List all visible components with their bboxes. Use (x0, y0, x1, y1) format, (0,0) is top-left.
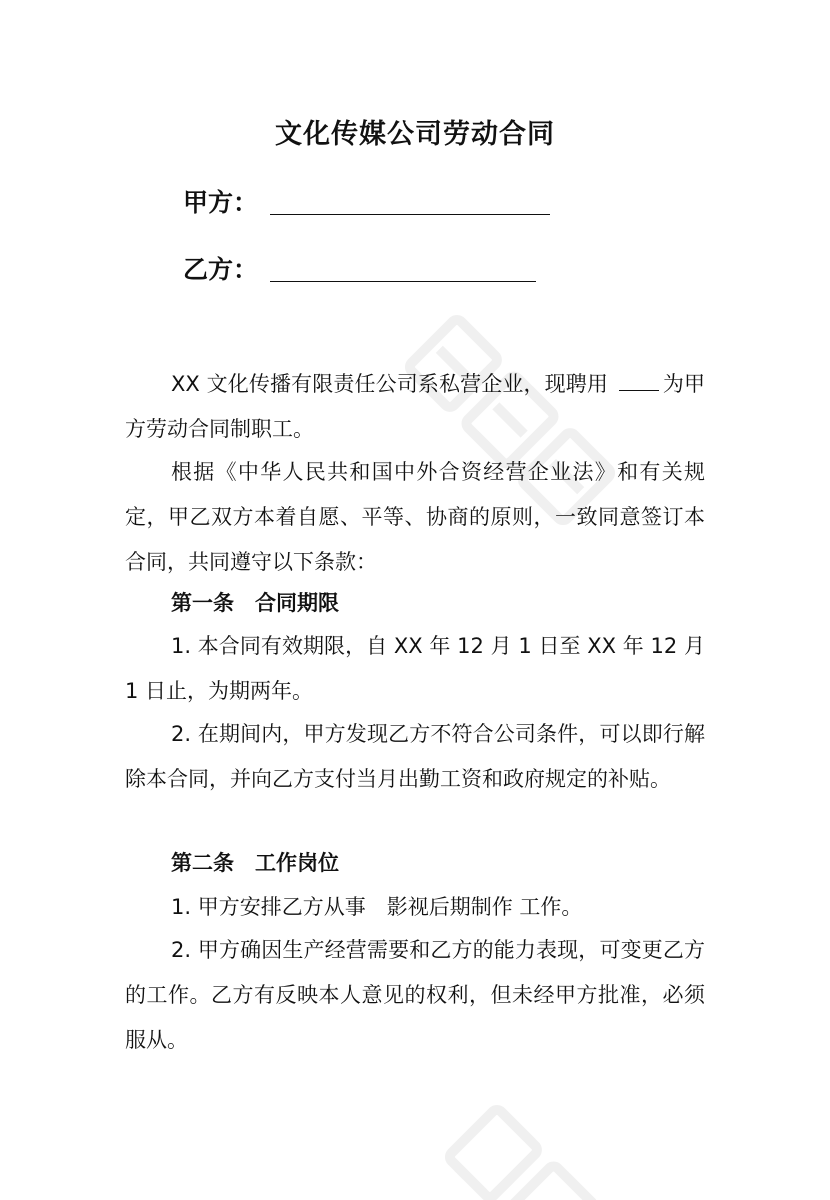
intro-paragraph (125, 362, 705, 452)
party-a-label: 甲方： (183, 188, 259, 217)
party-b-label: 乙方： (183, 255, 259, 284)
party-a-signature-line (270, 194, 550, 215)
article1-heading: 第一条 合同期限 (171, 591, 339, 615)
article2-item1: 1. 甲方安排乙方从事 影视后期制作 工作。 (171, 895, 583, 919)
intro-text-1: XX 文化传播有限责任公司系私营企业，现聘用 (171, 372, 615, 396)
article1-item1: 1. 本合同有效期限，自 XX 年 12 月 1 日至 XX 年 12 月 1 日止，为期两年。 (125, 634, 705, 703)
employee-name-blank (619, 372, 659, 391)
article2-heading: 第二条 工作岗位 (171, 851, 339, 875)
article2-item2: 2. 甲方确因生产经营需要和乙方的能力表现，可变更乙方的工作。乙方有反映本人意见的权利，但未经甲方批准，必须服从。 (125, 938, 705, 1052)
article1-item2: 2. 在期间内，甲方发现乙方不符合公司条件，可以即行解除本合同，并向乙方支付当月出勤工资和政府规定的补贴。 (125, 722, 705, 791)
intro-text-2: 为甲方劳动合同制职工。 (125, 372, 705, 441)
document-title: 文化传媒公司劳动合同 (275, 119, 555, 150)
party-a-row (183, 183, 550, 219)
party-b-row (183, 250, 536, 286)
watermark-logo-bottom (420, 1080, 680, 1200)
basis-paragraph: 根据《中华人民共和国中外合资经营企业法》和有关规定，甲乙双方本着自愿、平等、协商的原则，一致同意签订本合同，共同遵守以下条款： (125, 460, 705, 574)
party-b-signature-line (270, 261, 536, 282)
